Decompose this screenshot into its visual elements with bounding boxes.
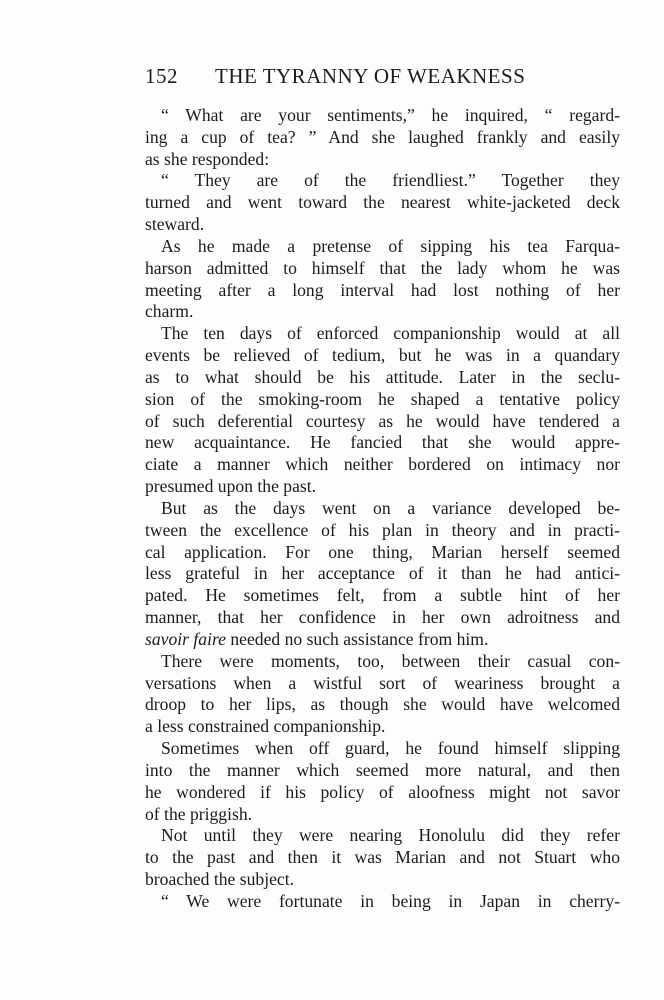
- text-line: steward.: [145, 214, 205, 235]
- text-line: “ They are of the friendliest.” Together they: [161, 170, 620, 191]
- text-line: charm.: [145, 301, 194, 322]
- text-line: as she responded:: [145, 148, 270, 169]
- text-line: The ten days of enforced companionship would at all: [161, 323, 620, 344]
- text-line: “ What are your sentiments,” he inquired, “ regard-: [161, 105, 620, 125]
- text-line: meeting after a long interval had lost nothing of her: [145, 279, 620, 300]
- text-line: tween the excellence of his plan in theory and in practi-: [145, 519, 620, 540]
- text-line: manner, that her confidence in her own adroitness and: [145, 607, 620, 628]
- text-line: events be relieved of tedium, but he was in a quandary: [145, 345, 620, 366]
- text-line: presumed upon the past.: [145, 476, 317, 497]
- running-head: [145, 64, 545, 92]
- text-line: of such deferential courtesy as he would have tendered a: [145, 410, 620, 431]
- text-line: versations when a wistful sort of weariness brought a: [145, 672, 620, 693]
- text-line: to the past and then it was Marian and not Stuart who: [145, 847, 620, 868]
- text-line: broached the subject.: [145, 868, 294, 889]
- text-line: ing a cup of tea? ” And she laughed frankly and easily: [145, 126, 620, 147]
- text-line: But as the days went on a variance developed be-: [161, 497, 620, 518]
- text-line: he wondered if his policy of aloofness might not savor: [145, 781, 620, 802]
- text-line: savoir faire needed no such assistance from him.: [145, 628, 489, 649]
- page-number: 152: [145, 64, 178, 88]
- text-line: droop to her lips, as though she would have welcomed: [145, 694, 620, 715]
- text-line: turned and went toward the nearest white-jacketed deck: [145, 192, 620, 213]
- text-line: “ We were fortunate in being in Japan in cherry-: [161, 890, 620, 911]
- text-line: of the priggish.: [145, 803, 253, 824]
- text-line: harson admitted to himself that the lady whom he was: [145, 257, 620, 278]
- text-line: less grateful in her acceptance of it than he had antici-: [145, 563, 620, 584]
- text-line: as to what should be his attitude. Later in the seclu-: [145, 366, 620, 387]
- text-line: cal application. For one thing, Marian herself seemed: [145, 541, 620, 562]
- text-line: There were moments, too, between their casual con-: [161, 650, 620, 671]
- text-line: Not until they were nearing Honolulu did they refer: [161, 825, 620, 846]
- body-text: [145, 105, 620, 913]
- text-line: ciate a manner which neither bordered on intimacy nor: [145, 454, 620, 475]
- text-line: into the manner which seemed more natural, and then: [145, 759, 620, 780]
- text-line: new acquaintance. He fancied that she would appre-: [145, 432, 620, 453]
- text-line: Sometimes when off guard, he found himself slipping: [161, 738, 620, 759]
- text-line: a less constrained companionship.: [145, 716, 386, 737]
- text-line: sion of the smoking-room he shaped a tentative policy: [145, 388, 620, 409]
- text-line: pated. He sometimes felt, from a subtle hint of her: [145, 585, 620, 606]
- italic-phrase: savoir faire: [145, 628, 226, 649]
- running-title: THE TYRANNY OF WEAKNESS: [215, 64, 526, 88]
- text-line: As he made a pretense of sipping his tea Farqua-: [161, 235, 620, 256]
